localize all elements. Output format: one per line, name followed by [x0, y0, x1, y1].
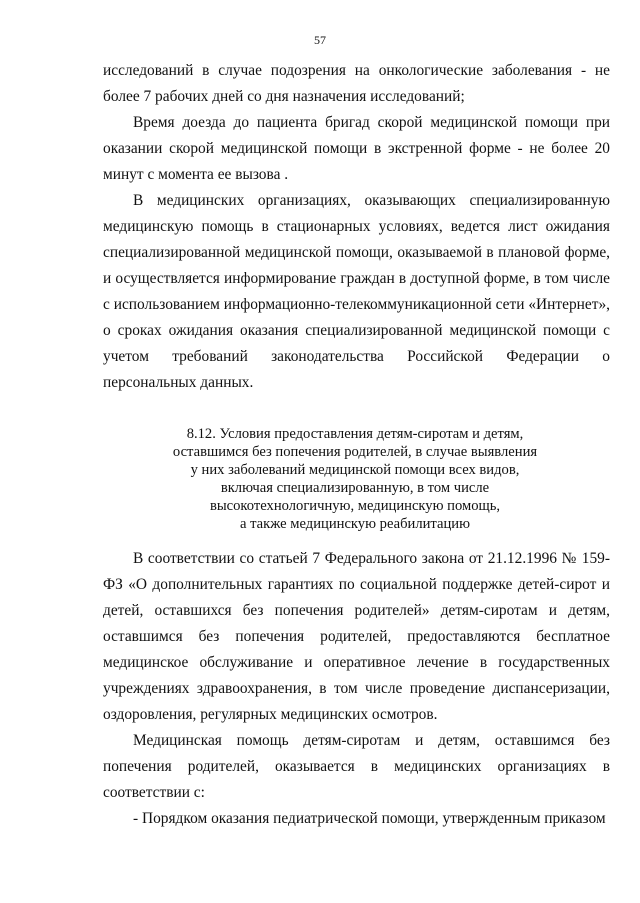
heading-line: у них заболеваний медицинской помощи всех видов,: [190, 462, 520, 478]
paragraph-medical-aid: Медицинская помощь детям-сиротам и детям, оставшимся без попечения родителей, оказывается в медицинских организациях в соответствии с:: [103, 732, 610, 801]
paragraph-waiting-list: В медицинских организациях, оказывающих специализированную медицинскую помощь в стационарных условиях, ведется лист ожидания специализированной медицинской помощи, оказываемой в плановой форме, и осуществляется информирование граждан в доступной форме, в том числе с использованием информационно-телекоммуникационной сети «Интернет», о сроках ожидания оказания специализированной медицинской помощи с учетом требований законодательства Российской Федерации о персональных данных.: [103, 192, 610, 391]
heading-line: оставшимся без попечения родителей, в случае выявления: [172, 444, 538, 460]
paragraph-ambulance-time: Время доезда до пациента бригад скорой медицинской помощи при оказании скорой медицинской помощи в экстренной форме - не более 20 минут с момента ее вызова .: [103, 114, 610, 183]
paragraph-pediatric-order: - Порядком оказания педиатрической помощи, утвержденным приказом: [133, 810, 606, 827]
page-number: 57: [314, 33, 326, 47]
heading-line: высокотехнологичную, медицинскую помощь,: [209, 498, 501, 514]
paragraph-federal-law: В соответствии со статьей 7 Федерального закона от 21.12.1996 № 159-ФЗ «О дополнительных гарантиях по социальной поддержке детей-сирот и детей, оставшихся без попечения родителей» детям-сиротам и детям, оставшимся без попечения родителей, предоставляются бесплатное медицинское обслуживание и оперативное лечение в государственных учреждениях здравоохранения, в том числе проведение диспансеризации, оздоровления, регулярных медицинских осмотров.: [103, 550, 610, 723]
heading-line: включая специализированную, в том числе: [220, 480, 490, 496]
section-heading-8-12: [120, 425, 590, 533]
paragraph-continuation: исследований в случае подозрения на онкологические заболевания - не более 7 рабочих дней со дня назначения исследований;: [103, 62, 610, 105]
heading-line: а также медицинскую реабилитацию: [240, 516, 470, 532]
heading-line: 8.12. Условия предоставления детям-сиротам и детям,: [186, 426, 524, 442]
